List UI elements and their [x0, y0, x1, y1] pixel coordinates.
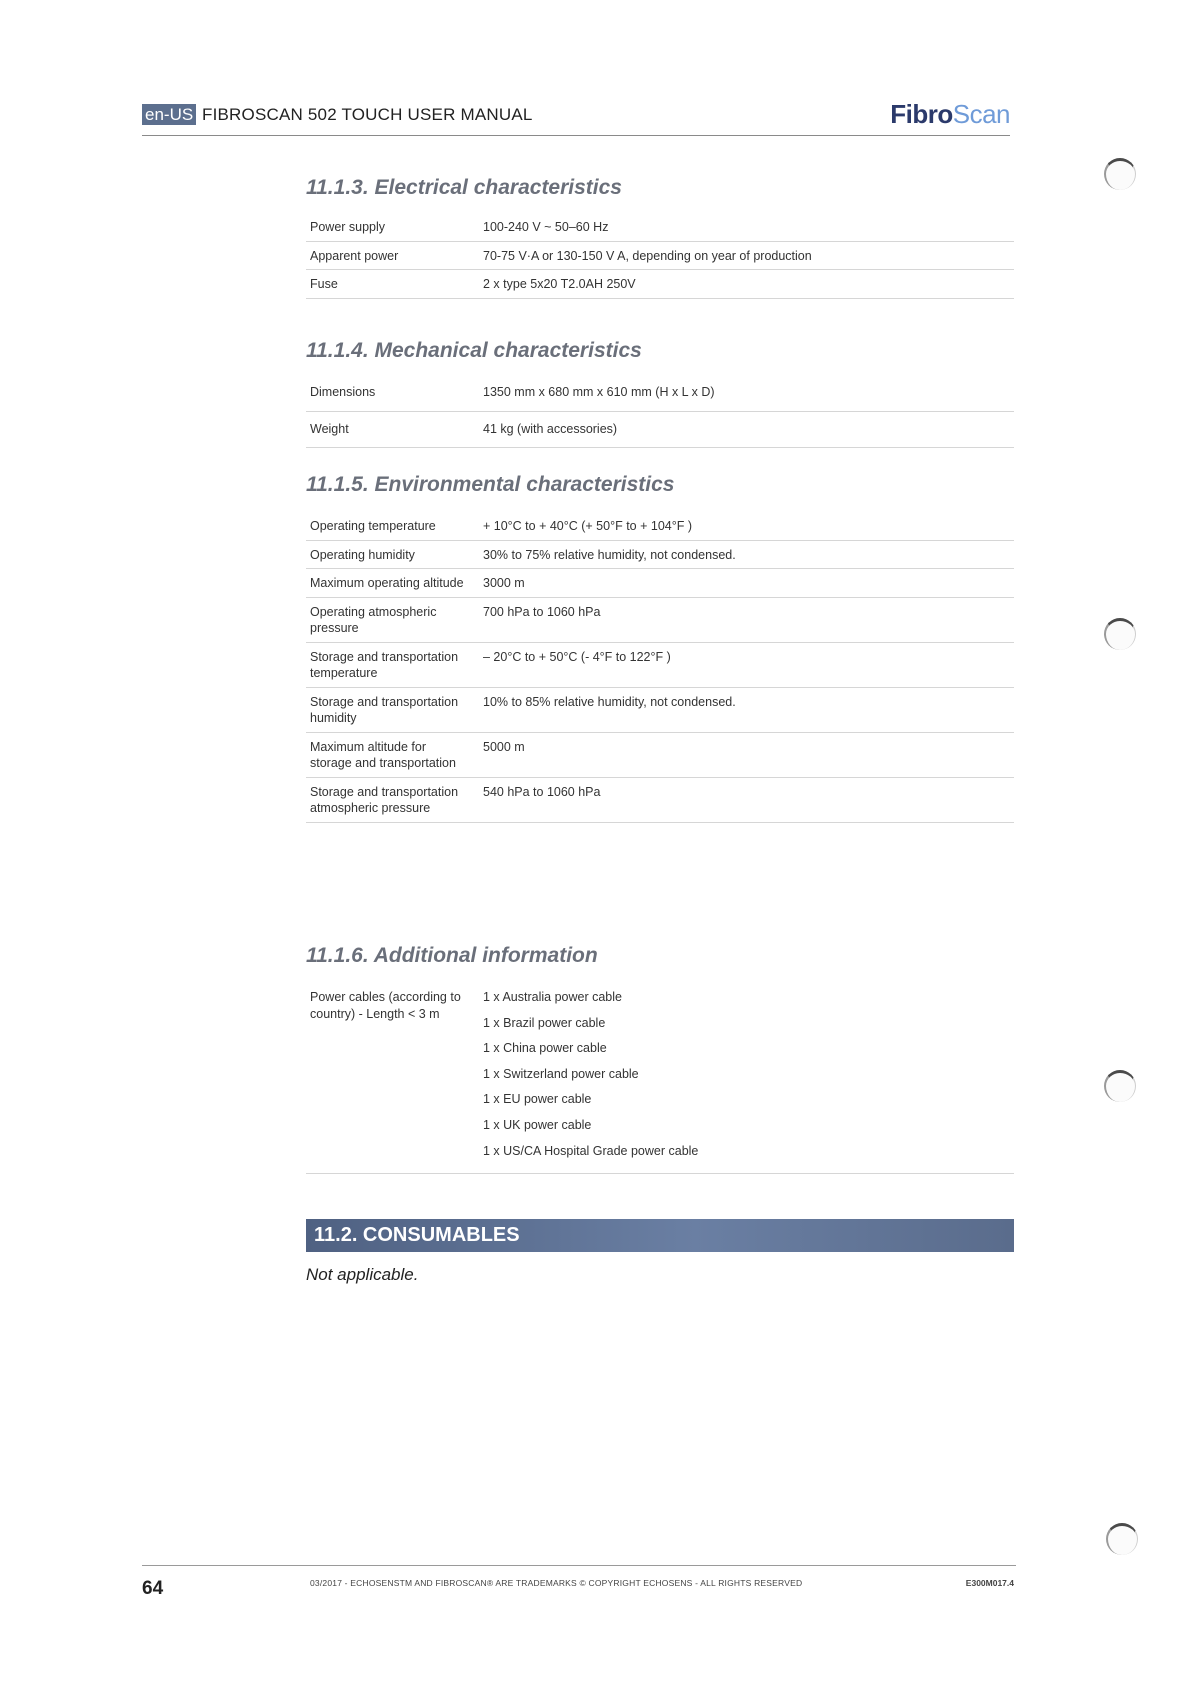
- row-value: 5000 m: [477, 732, 1014, 777]
- row-label: Dimensions: [306, 378, 477, 411]
- table-row: [306, 642, 1014, 687]
- row-label: Fuse: [306, 270, 477, 299]
- row-label: Maximum altitude for storage and transportation: [306, 732, 477, 777]
- row-value: 41 kg (with accessories): [477, 411, 1014, 448]
- row-value: 70-75 V·A or 130-150 V A, depending on year of production: [477, 241, 1014, 270]
- row-label: Weight: [306, 411, 477, 448]
- table-row: [306, 512, 1014, 540]
- row-value: 100-240 V ~ 50–60 Hz: [477, 213, 1014, 241]
- environmental-table: [306, 512, 1014, 823]
- section-title-electrical: 11.1.3. Electrical characteristics: [306, 176, 622, 199]
- table-row: [306, 411, 1014, 448]
- punch-hole: [1106, 1523, 1138, 1555]
- page-number: 64: [142, 1578, 164, 1599]
- section-title-additional: 11.1.6. Additional information: [306, 944, 598, 967]
- footer-divider: [142, 1565, 1016, 1566]
- consumables-text: Not applicable.: [306, 1265, 419, 1284]
- punch-hole: [1104, 158, 1136, 190]
- row-label: Storage and transportation atmospheric pressure: [306, 777, 477, 822]
- row-value: 1350 mm x 680 mm x 610 mm (H x L x D): [477, 378, 1014, 411]
- table-row: [306, 777, 1014, 822]
- list-item: 1 x Brazil power cable: [483, 1015, 606, 1030]
- row-value: 700 hPa to 1060 hPa: [477, 597, 1014, 642]
- document-reference: E300M017.4: [965, 1578, 1014, 1588]
- row-label: Power cables (according to country) - Length < 3 m: [306, 983, 477, 1174]
- consumables-banner: 11.2. CONSUMABLES: [306, 1219, 1014, 1252]
- row-label: Power supply: [306, 213, 477, 241]
- table-row: [306, 569, 1014, 598]
- list-item: 1 x UK power cable: [483, 1117, 592, 1132]
- row-value: 3000 m: [477, 569, 1014, 598]
- row-value: 540 hPa to 1060 hPa: [477, 777, 1014, 822]
- list-item: 1 x Switzerland power cable: [483, 1066, 639, 1081]
- section-title-environmental: 11.1.5. Environmental characteristics: [306, 473, 675, 496]
- page-header: [142, 101, 1010, 136]
- list-item: 1 x EU power cable: [483, 1092, 592, 1107]
- row-label: Storage and transportation temperature: [306, 642, 477, 687]
- table-row: [306, 983, 1014, 1174]
- table-row: [306, 597, 1014, 642]
- language-badge: en-US: [142, 104, 196, 125]
- table-row: [306, 687, 1014, 732]
- additional-table: [306, 983, 1014, 1174]
- row-label: Apparent power: [306, 241, 477, 270]
- copyright-notice: 03/2017 - ECHOSENSTM AND FIBROSCAN® ARE TRADEMARKS © COPYRIGHT ECHOSENS - ALL RIGHTS RESERVED: [310, 1578, 803, 1588]
- row-value: 2 x type 5x20 T2.0AH 250V: [477, 270, 1014, 299]
- fibroscan-logo: [890, 99, 1010, 130]
- list-item: 1 x US/CA Hospital Grade power cable: [483, 1143, 699, 1158]
- logo-part-2: Scan: [952, 99, 1010, 129]
- row-value: – 20°C to + 50°C (- 4°F to 122°F ): [477, 642, 1014, 687]
- table-row: [306, 732, 1014, 777]
- table-row: [306, 540, 1014, 569]
- table-row: [306, 270, 1014, 299]
- electrical-table: [306, 213, 1014, 299]
- logo-part-1: Fibro: [890, 99, 953, 129]
- section-title-mechanical: 11.1.4. Mechanical characteristics: [306, 339, 642, 362]
- table-row: [306, 241, 1014, 270]
- row-value: 10% to 85% relative humidity, not condensed.: [477, 687, 1014, 732]
- cable-list: [477, 983, 1014, 1174]
- punch-hole: [1104, 618, 1136, 650]
- row-label: Maximum operating altitude: [306, 569, 477, 598]
- table-row: [306, 213, 1014, 241]
- row-label: Operating atmospheric pressure: [306, 597, 477, 642]
- row-value: + 10°C to + 40°C (+ 50°F to + 104°F ): [477, 512, 1014, 540]
- row-label: Storage and transportation humidity: [306, 687, 477, 732]
- row-label: Operating temperature: [306, 512, 477, 540]
- list-item: 1 x China power cable: [483, 1041, 607, 1056]
- table-row: [306, 378, 1014, 411]
- manual-title: FIBROSCAN 502 TOUCH USER MANUAL: [202, 105, 533, 124]
- punch-hole: [1104, 1070, 1136, 1102]
- list-item: 1 x Australia power cable: [483, 990, 622, 1004]
- mechanical-table: [306, 378, 1014, 448]
- row-label: Operating humidity: [306, 540, 477, 569]
- row-value: 30% to 75% relative humidity, not condensed.: [477, 540, 1014, 569]
